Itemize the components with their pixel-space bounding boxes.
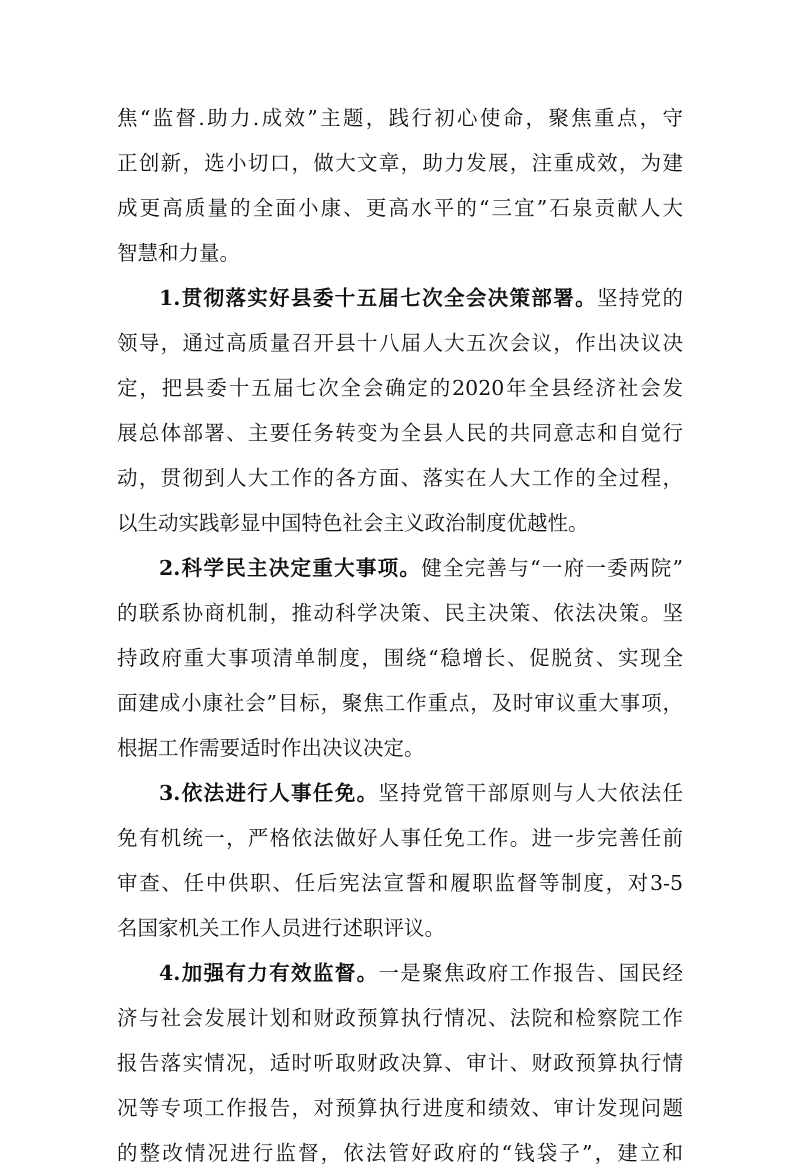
text-line: 名国家机关工作人员进行述职评议。	[117, 916, 445, 940]
paragraph-item-1	[117, 276, 683, 546]
item-text: 一是聚焦政府工作报告、国民经	[378, 961, 683, 985]
item-text: 健全完善与“一府一委两院”	[421, 556, 683, 580]
text-line: 的联系协商机制，推动科学决策、民主决策、依法决策。坚	[117, 601, 683, 625]
paragraph-item-3	[117, 771, 683, 951]
text-line: 持政府重大事项清单制度，围绕“稳增长、促脱贫、实现全	[117, 646, 683, 670]
text-line: 以生动实践彰显中国特色社会主义政治制度优越性。	[117, 511, 589, 535]
item-heading: 2.科学民主决定重大事项。	[159, 556, 422, 580]
text-line: 的整改情况进行监督，依法管好政府的“钱袋子”，建立和	[117, 1141, 683, 1165]
text-line: 领导，通过高质量召开县十八届人大五次会议，作出决议决	[117, 331, 683, 355]
paragraph-intro	[117, 96, 683, 276]
text-line	[117, 771, 683, 816]
paragraph-item-4	[117, 951, 683, 1176]
text-line: 焦“监督.助力.成效”主题，践行初心使命，聚焦重点，守	[117, 106, 683, 130]
text-line: 况等专项工作报告，对预算执行进度和绩效、审计发现问题	[117, 1096, 683, 1120]
item-text: 坚持党管干部原则与人大依法任	[378, 781, 683, 805]
item-text: 坚持党的	[596, 286, 684, 310]
text-line	[117, 951, 683, 996]
text-line: 正创新，选小切口，做大文章，助力发展，注重成效，为建	[117, 151, 683, 175]
item-heading: 1.贯彻落实好县委十五届七次全会决策部署。	[159, 286, 597, 310]
text-line	[117, 276, 683, 321]
text-line: 根据工作需要适时作出决议决定。	[117, 736, 425, 760]
text-line: 动，贯彻到人大工作的各方面、落实在人大工作的全过程，	[117, 466, 683, 490]
text-line: 济与社会发展计划和财政预算执行情况、法院和检察院工作	[117, 1006, 683, 1030]
item-heading: 4.加强有力有效监督。	[159, 961, 379, 985]
text-line: 面建成小康社会”目标，聚焦工作重点，及时审议重大事项，	[117, 691, 683, 715]
text-line: 定，把县委十五届七次全会确定的2020年全县经济社会发	[117, 376, 683, 400]
text-line	[117, 546, 683, 591]
body-text	[117, 96, 683, 1176]
text-line: 展总体部署、主要任务转变为全县人民的共同意志和自觉行	[117, 421, 683, 445]
text-line: 免有机统一，严格依法做好人事任免工作。进一步完善任前	[117, 826, 683, 850]
paragraph-item-2	[117, 546, 683, 771]
text-line: 报告落实情况，适时听取财政决算、审计、财政预算执行情	[117, 1051, 683, 1075]
text-line: 智慧和力量。	[117, 241, 240, 265]
text-line: 成更高质量的全面小康、更高水平的“三宜”石泉贡献人大	[117, 196, 683, 220]
text-line: 审查、任中供职、任后宪法宣誓和履职监督等制度，对3-5	[117, 871, 683, 895]
item-heading: 3.依法进行人事任免。	[159, 781, 379, 805]
